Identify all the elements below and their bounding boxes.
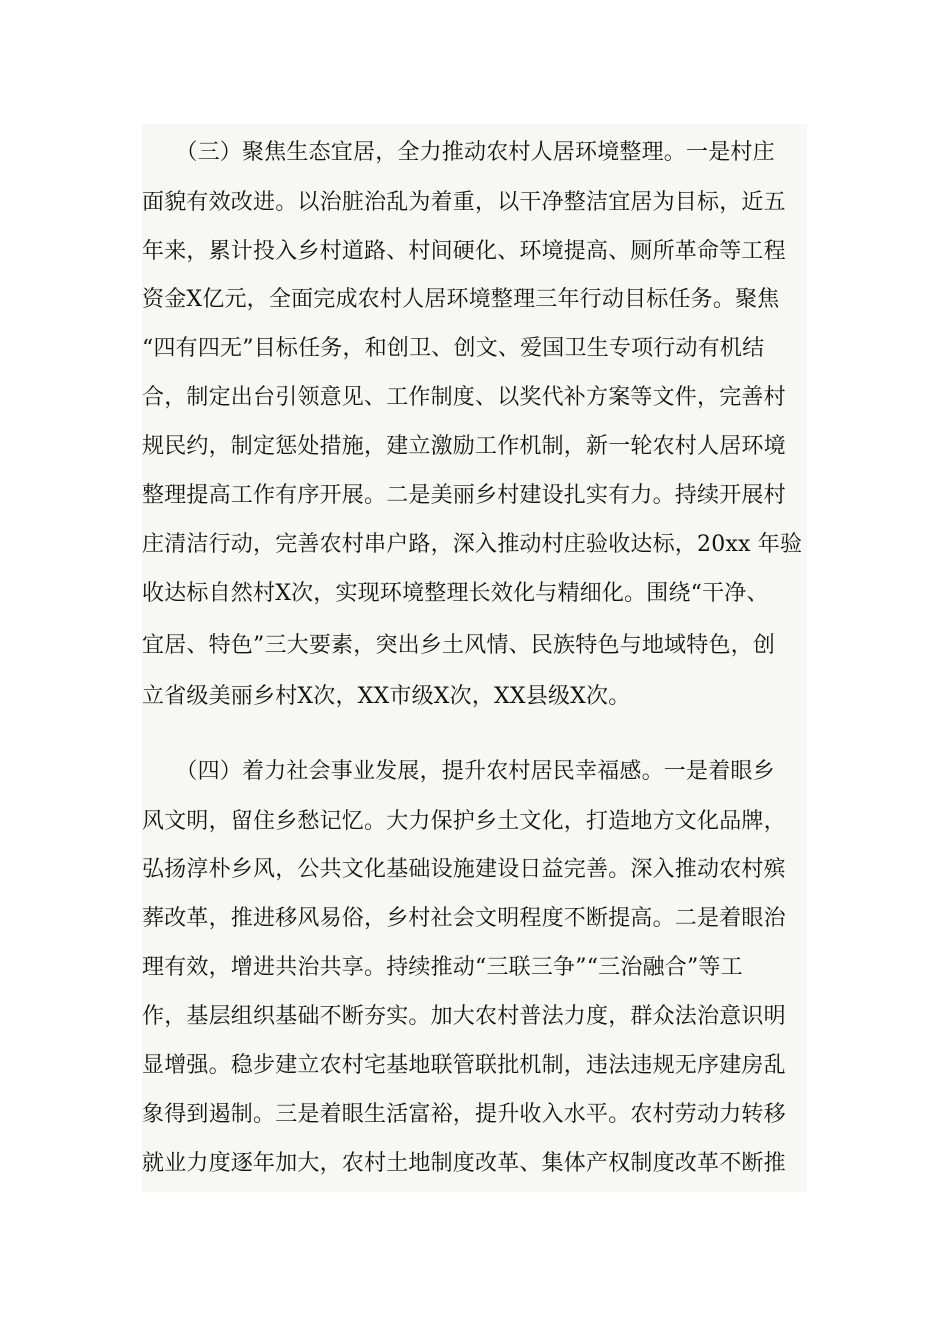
paragraph-line: 象得到遏制。三是着眼生活富裕，提升收入水平。农村劳动力转移	[142, 1102, 786, 1127]
paragraph-line: 收达标自然村X次，实现环境整理长效化与精细化。围绕“干净、	[142, 581, 769, 606]
paragraph-line: 显增强。稳步建立农村宅基地联管联批机制，违法违规无序建房乱	[142, 1053, 786, 1078]
paragraph-section-4	[142, 735, 807, 1192]
paragraph-line: 立省级美丽乡村X次，XX市级X次，XX县级X次。	[142, 684, 631, 709]
paragraph-line: 葬改革，推进移风易俗，乡村社会文明程度不断提高。二是着眼治	[142, 906, 786, 931]
paragraph-line: 面貌有效改进。以治脏治乱为着重，以干净整洁宜居为目标，近五	[142, 190, 786, 215]
paragraph-line: 庄清洁行动，完善农村串户路，深入推动村庄验收达标，20xx 年验	[142, 532, 803, 557]
paragraph-line: 年来，累计投入乡村道路、村间硬化、环境提高、厕所革命等工程	[142, 239, 786, 264]
paragraph-line: 风文明，留住乡愁记忆。大力保护乡土文化，打造地方文化品牌，	[142, 809, 786, 834]
paragraph-line: “四有四无”目标任务，和创卫、创文、爱国卫生专项行动有机结	[142, 336, 765, 361]
paragraph-section-3	[142, 124, 807, 735]
paragraph-line: 作，基层组织基础不断夯实。加大农村普法力度，群众法治意识明	[142, 1004, 786, 1029]
paragraph-line: 整理提高工作有序开展。二是美丽乡村建设扎实有力。持续开展村	[142, 483, 786, 508]
paragraph-line: （三）聚焦生态宜居，全力推动农村人居环境整理。一是村庄	[142, 140, 775, 165]
paragraph-line: 弘扬淳朴乡风，公共文化基础设施建设日益完善。深入推动农村殡	[142, 857, 786, 882]
paragraph-line: 合，制定出台引领意见、工作制度、以奖代补方案等文件，完善村	[142, 385, 786, 410]
paragraph-line: 资金X亿元，全面完成农村人居环境整理三年行动目标任务。聚焦	[142, 287, 780, 312]
paragraph-line: 规民约，制定惩处措施，建立激励工作机制，新一轮农村人居环境	[142, 434, 786, 459]
paragraph-line: 理有效，增进共治共享。持续推动“三联三争”“三治融合”等工	[142, 955, 743, 980]
paragraph-line: 宜居、特色”三大要素，突出乡土风情、民族特色与地域特色，创	[142, 633, 776, 658]
paragraph-line: 就业力度逐年加大，农村土地制度改革、集体产权制度改革不断推	[142, 1151, 786, 1176]
paragraph-line: （四）着力社会事业发展，提升农村居民幸福感。一是着眼乡	[142, 759, 775, 784]
